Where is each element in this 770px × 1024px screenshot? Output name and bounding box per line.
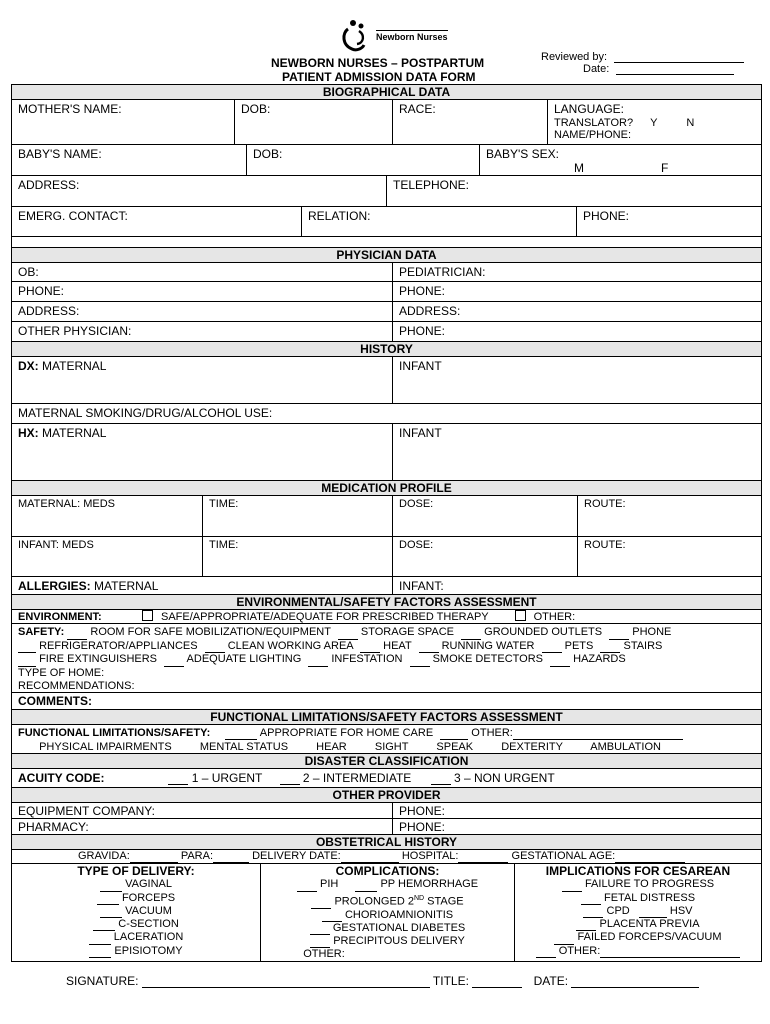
environment-row — [12, 610, 761, 624]
comp-item — [261, 935, 514, 948]
dx-label: DX: — [18, 359, 39, 373]
maternal-route-label: ROUTE: — [584, 498, 626, 510]
dx-infant-field[interactable] — [392, 357, 761, 403]
comp-other-label: OTHER: — [303, 948, 345, 961]
safety-item: PHONE — [632, 626, 672, 638]
env-header: ENVIRONMENTAL/SAFETY FACTORS ASSESSMENT — [12, 595, 761, 610]
comp-label: PIH — [320, 878, 339, 891]
acuity-blank[interactable] — [431, 784, 451, 785]
acuity-urgent: 1 – URGENT — [191, 771, 263, 785]
translator-name-phone: NAME/PHONE: — [554, 129, 632, 141]
safety-blank[interactable] — [308, 666, 328, 667]
allergies-maternal-field[interactable] — [12, 577, 392, 594]
delivery-label: FORCEPS — [121, 891, 176, 904]
hospital-label: HOSPITAL: — [401, 850, 459, 862]
comp-label: STAGE — [424, 895, 464, 908]
safety-item: STAIRS — [623, 639, 663, 652]
address-label: ADDRESS: — [18, 178, 80, 192]
dx-infant-label: INFANT — [399, 359, 442, 373]
complications-header: COMPLICATIONS: — [335, 864, 440, 878]
delivery-item — [12, 892, 260, 905]
safe-label: SAFE/APPROPRIATE/ADEQUATE FOR PRESCRIBED THERAPY — [161, 611, 489, 623]
func-blank[interactable] — [413, 753, 433, 754]
acuity-row — [12, 769, 761, 788]
para-field[interactable] — [213, 862, 249, 863]
func-item: PHYSICAL IMPAIRMENTS — [39, 741, 172, 753]
comp-label: PP HEMORRHAGE — [380, 878, 479, 891]
func-blank[interactable] — [478, 753, 498, 754]
phys-row-3 — [12, 302, 761, 322]
ces-item — [515, 878, 761, 891]
ces-other-field[interactable] — [600, 957, 740, 958]
hx-row — [12, 424, 761, 481]
translator-no[interactable]: N — [686, 117, 695, 129]
bio-row-1 — [12, 100, 761, 145]
ces-item — [515, 905, 761, 918]
delivery-header: TYPE OF DELIVERY: — [77, 864, 195, 878]
telephone-field[interactable] — [386, 176, 761, 206]
baby-name-label: BABY'S NAME: — [18, 147, 102, 161]
env-other-label: OTHER: — [533, 611, 576, 623]
func-other: OTHER: — [471, 727, 513, 739]
emerg-phone-field[interactable] — [576, 207, 761, 236]
ces-label: FAILURE TO PROGRESS — [584, 878, 715, 891]
delivery-item — [12, 878, 260, 891]
safety-label: SAFETY: — [18, 626, 65, 638]
equipment-field[interactable] — [12, 803, 392, 818]
mother-name-label: MOTHER'S NAME: — [18, 102, 122, 116]
func-blank[interactable] — [568, 753, 588, 754]
relation-field[interactable] — [301, 207, 576, 236]
pharmacy-row — [12, 819, 761, 835]
hx-maternal-label: MATERNAL — [42, 426, 107, 440]
translator-row — [554, 117, 761, 129]
infant-dose-field[interactable] — [392, 537, 577, 576]
title-field[interactable] — [472, 987, 522, 988]
delivery-label: LACERATION — [113, 931, 184, 944]
safety-item: INFESTATION — [331, 653, 403, 665]
reviewed-by-label: Reviewed by: — [541, 51, 608, 63]
comp-label: PROLONGED 2 — [334, 895, 414, 908]
safety-line-1 — [18, 626, 761, 640]
maternal-dose-label: DOSE: — [399, 498, 434, 510]
func-line-2 — [18, 740, 761, 754]
acuity-blank[interactable] — [168, 784, 188, 785]
cesarean-column — [514, 864, 761, 961]
baby-dob-field[interactable] — [246, 145, 479, 175]
smoking-field[interactable] — [12, 404, 761, 423]
reviewed-by — [541, 51, 744, 63]
ces-item — [515, 918, 761, 931]
recommendations-field[interactable]: RECOMMENDATIONS: — [18, 680, 135, 692]
ped-address-label: ADDRESS: — [399, 304, 461, 318]
gravida-label: GRAVIDA: — [78, 850, 130, 862]
translator-yes[interactable]: Y — [650, 117, 658, 129]
comp-label: GESTATIONAL DIABETES — [332, 921, 466, 934]
bio-header: BIOGRAPHICAL DATA — [12, 85, 761, 100]
ces-label: PLACENTA PREVIA — [599, 918, 700, 931]
phys-row-2 — [12, 282, 761, 302]
safety-block — [12, 624, 761, 693]
comp-item — [261, 948, 514, 961]
allergies-label: ALLERGIES: — [18, 579, 91, 593]
bio-row-3 — [12, 176, 761, 207]
language-field[interactable] — [547, 100, 761, 144]
delivery-date-field[interactable] — [341, 862, 399, 863]
equipment-phone-label: PHONE: — [399, 804, 446, 818]
func-label: FUNCTIONAL LIMITATIONS/SAFETY: — [18, 727, 211, 739]
comp-item — [261, 878, 514, 891]
comp-superscript: ND — [413, 894, 425, 902]
ped-address-field[interactable] — [392, 302, 761, 321]
admission-form — [11, 84, 762, 962]
review-date-field[interactable] — [616, 74, 734, 75]
history-header: HISTORY — [12, 342, 761, 357]
baby-name-field[interactable] — [12, 145, 246, 175]
logo-mark-icon — [340, 17, 374, 53]
safety-blank[interactable] — [164, 666, 184, 667]
race-label: RACE: — [399, 102, 436, 116]
meds-infant-row — [12, 537, 761, 577]
telephone-label: TELEPHONE: — [393, 178, 470, 192]
baby-dob-label: DOB: — [253, 147, 283, 161]
safety-item: PETS — [564, 639, 594, 652]
ces-blank[interactable] — [562, 891, 582, 892]
delivery-item — [12, 918, 260, 931]
safety-item: ADEQUATE LIGHTING — [186, 653, 302, 665]
maternal-route-field[interactable] — [577, 496, 761, 536]
ces-item — [515, 945, 761, 958]
baby-sex-male[interactable]: M — [574, 161, 584, 175]
acuity-intermediate: 2 – INTERMEDIATE — [302, 771, 412, 785]
env-other-checkbox[interactable] — [515, 610, 526, 621]
safety-item: HAZARDS — [573, 653, 626, 665]
language-label: LANGUAGE: — [554, 102, 625, 116]
hx-infant-label: INFANT — [399, 426, 442, 440]
gest-age-label: GESTATIONAL AGE: — [511, 850, 616, 862]
ces-label: HSV — [669, 904, 693, 917]
func-item: SPEAK — [436, 741, 474, 753]
meds-maternal-row — [12, 496, 761, 537]
safety-item: RUNNING WATER — [441, 639, 535, 652]
comp-item — [261, 922, 514, 935]
safety-item: STORAGE SPACE — [360, 626, 455, 638]
comp-other-field[interactable] — [345, 961, 495, 962]
maternal-dose-field[interactable] — [392, 496, 577, 536]
safe-checkbox[interactable] — [142, 610, 153, 621]
maternal-meds-label: MATERNAL: MEDS — [18, 498, 115, 510]
bio-row-2 — [12, 145, 761, 176]
smoking-row — [12, 404, 761, 424]
func-line-1 — [18, 726, 761, 740]
allergies-infant-label: INFANT: — [399, 579, 444, 593]
phys-row-4 — [12, 322, 761, 342]
ces-blank[interactable] — [536, 957, 556, 958]
allergies-infant-field[interactable] — [392, 577, 761, 594]
cesarean-header: IMPLICATIONS FOR CESAREAN — [545, 864, 731, 878]
pediatrician-label: PEDIATRICIAN: — [399, 265, 486, 279]
gravida-field[interactable] — [130, 862, 178, 863]
delivery-date-label: DELIVERY DATE: — [252, 850, 341, 862]
disaster-header: DISASTER CLASSIFICATION — [12, 754, 761, 769]
medication-header: MEDICATION PROFILE — [12, 481, 761, 496]
acuity-label: ACUITY CODE: — [18, 771, 105, 785]
pharmacy-phone-field[interactable] — [392, 819, 761, 834]
func-block — [12, 725, 761, 754]
ob-field[interactable] — [12, 263, 392, 281]
ces-label: FAILED FORCEPS/VACUUM — [577, 931, 722, 944]
ces-label: CPD — [606, 904, 630, 917]
sign-date-field[interactable] — [571, 987, 699, 988]
para-label: PARA: — [180, 850, 214, 862]
other-physician-field[interactable] — [12, 322, 392, 341]
comp-label: PRECIPITOUS DELIVERY — [333, 935, 465, 948]
delivery-label: EPISIOTOMY — [114, 944, 183, 957]
safety-item: REFRIGERATOR/APPLIANCES — [39, 639, 198, 652]
smoking-label: MATERNAL SMOKING/DRUG/ALCOHOL USE: — [18, 406, 273, 420]
bio-spacer — [12, 237, 761, 248]
title-label: TITLE: — [432, 974, 469, 988]
func-item: AMBULATION — [590, 741, 661, 753]
ped-phone-label: PHONE: — [399, 284, 446, 298]
func-item: MENTAL STATUS — [199, 741, 289, 753]
func-blank[interactable] — [352, 753, 372, 754]
dx-maternal-field[interactable] — [12, 357, 392, 403]
safety-line-3 — [18, 653, 761, 667]
safety-item: CLEAN WORKING AREA — [227, 639, 354, 652]
allergies-row — [12, 577, 761, 595]
ob-detail — [12, 864, 761, 961]
allergies-maternal-label: MATERNAL — [94, 579, 159, 593]
logo — [340, 17, 448, 53]
safety-line-2 — [18, 640, 761, 654]
func-item: SIGHT — [374, 741, 409, 753]
signature-field[interactable] — [142, 987, 430, 988]
pharmacy-label: PHARMACY: — [18, 820, 89, 834]
delivery-label: VAGINAL — [125, 878, 172, 891]
equipment-phone-field[interactable] — [392, 803, 761, 818]
func-appropriate: APPROPRIATE FOR HOME CARE — [259, 727, 434, 739]
delivery-label: VACUUM — [125, 904, 172, 917]
logo-text: Newborn Nurses — [376, 32, 448, 42]
infant-dose-label: DOSE: — [399, 539, 434, 551]
pharmacy-field[interactable] — [12, 819, 392, 834]
maternal-time-field[interactable] — [202, 496, 392, 536]
hospital-field[interactable] — [458, 862, 508, 863]
delivery-blank[interactable] — [89, 957, 111, 958]
infant-meds-field[interactable] — [12, 537, 202, 576]
safety-item: SMOKE DETECTORS — [432, 653, 544, 665]
delivery-item — [12, 931, 260, 944]
form-title-line2: PATIENT ADMISSION DATA FORM — [282, 70, 476, 84]
other-physician-label: OTHER PHYSICIAN: — [18, 324, 132, 338]
comp-item — [261, 909, 514, 922]
physician-header: PHYSICIAN DATA — [12, 248, 761, 263]
mother-name-field[interactable] — [12, 100, 234, 144]
ces-label: FETAL DISTRESS — [603, 891, 696, 904]
ob-history-header: OBSTETRICAL HISTORY — [12, 835, 761, 850]
ces-other-label: OTHER: — [558, 944, 601, 957]
infant-meds-label: INFANT: MEDS — [18, 539, 94, 551]
infant-time-label: TIME: — [209, 539, 239, 551]
func-item: HEAR — [316, 741, 347, 753]
bio-row-4 — [12, 207, 761, 237]
maternal-meds-field[interactable] — [12, 496, 202, 536]
delivery-label: C-SECTION — [118, 918, 179, 931]
ob-phone-label: PHONE: — [18, 284, 65, 298]
safety-item: GROUNDED OUTLETS — [484, 626, 603, 638]
environment-label: ENVIRONMENT: — [18, 611, 102, 623]
review-date-label: Date: — [583, 63, 610, 75]
delivery-item — [12, 945, 260, 958]
type-of-home-field[interactable]: TYPE OF HOME: — [18, 666, 105, 679]
comments-label: COMMENTS: — [18, 694, 92, 708]
address-field[interactable] — [12, 176, 386, 206]
signature-label: SIGNATURE: — [66, 974, 139, 988]
comments-field[interactable] — [12, 693, 761, 710]
provider-header: OTHER PROVIDER — [12, 788, 761, 803]
signature-row — [66, 974, 699, 988]
infant-time-field[interactable] — [202, 537, 392, 576]
other-phys-phone-label: PHONE: — [399, 324, 446, 338]
ob-address-field[interactable] — [12, 302, 392, 321]
delivery-column — [12, 864, 260, 961]
emerg-contact-label: EMERG. CONTACT: — [18, 209, 128, 223]
complications-column — [260, 864, 514, 961]
phys-row-1 — [12, 263, 761, 282]
baby-sex-female[interactable]: F — [661, 161, 669, 175]
pediatrician-field[interactable] — [392, 263, 761, 281]
ob-phone-field[interactable] — [12, 282, 392, 301]
func-item: DEXTERITY — [501, 741, 563, 753]
dx-row — [12, 357, 761, 404]
hx-maternal-field[interactable] — [12, 424, 392, 480]
safety-item: HEAT — [383, 639, 412, 652]
race-field[interactable] — [392, 100, 547, 144]
hx-label: HX: — [18, 426, 39, 440]
dx-maternal-label: MATERNAL — [42, 359, 107, 373]
delivery-item — [12, 905, 260, 918]
baby-sex-field[interactable] — [479, 145, 761, 175]
translator-label: TRANSLATOR? — [554, 117, 634, 129]
safety-item: FIRE EXTINGUISHERS — [39, 653, 158, 665]
mother-dob-label: DOB: — [241, 102, 271, 116]
comp-label: CHORIOAMNIONITIS — [344, 908, 454, 921]
mother-dob-field[interactable] — [234, 100, 392, 144]
equipment-row — [12, 803, 761, 819]
emerg-contact-field[interactable] — [12, 207, 301, 236]
sign-date-label: DATE: — [533, 974, 569, 988]
hx-infant-field[interactable] — [392, 424, 761, 480]
ces-item — [515, 931, 761, 944]
relation-label: RELATION: — [308, 209, 371, 223]
baby-sex-label: BABY'S SEX: — [486, 147, 559, 161]
review-date — [583, 63, 734, 75]
form-title-line1: NEWBORN NURSES – POSTPARTUM — [271, 56, 485, 70]
func-blank[interactable] — [293, 753, 313, 754]
other-phys-phone-field[interactable] — [392, 322, 761, 341]
func-blank[interactable] — [18, 753, 36, 754]
ces-item — [515, 892, 761, 905]
infant-route-label: ROUTE: — [584, 539, 626, 551]
infant-route-field[interactable] — [577, 537, 761, 576]
ob-address-label: ADDRESS: — [18, 304, 80, 318]
safety-blank[interactable] — [550, 666, 570, 667]
safety-item: ROOM FOR SAFE MOBILIZATION/EQUIPMENT — [90, 626, 331, 638]
safety-blank[interactable] — [410, 666, 430, 667]
gest-age-field[interactable] — [615, 862, 685, 863]
acuity-nonurgent: 3 – NON URGENT — [454, 771, 555, 785]
ob-summary-row — [12, 850, 761, 864]
equipment-label: EQUIPMENT COMPANY: — [18, 804, 155, 818]
comp-item — [261, 892, 514, 909]
maternal-time-label: TIME: — [209, 498, 239, 510]
acuity-blank[interactable] — [280, 784, 300, 785]
emerg-phone-label: PHONE: — [583, 209, 630, 223]
func-blank[interactable] — [177, 753, 197, 754]
ob-label: OB: — [18, 265, 39, 279]
pharmacy-phone-label: PHONE: — [399, 820, 446, 834]
comp-blank[interactable] — [280, 961, 300, 962]
ped-phone-field[interactable] — [392, 282, 761, 301]
func-header: FUNCTIONAL LIMITATIONS/SAFETY FACTORS ASSESSMENT — [12, 710, 761, 725]
